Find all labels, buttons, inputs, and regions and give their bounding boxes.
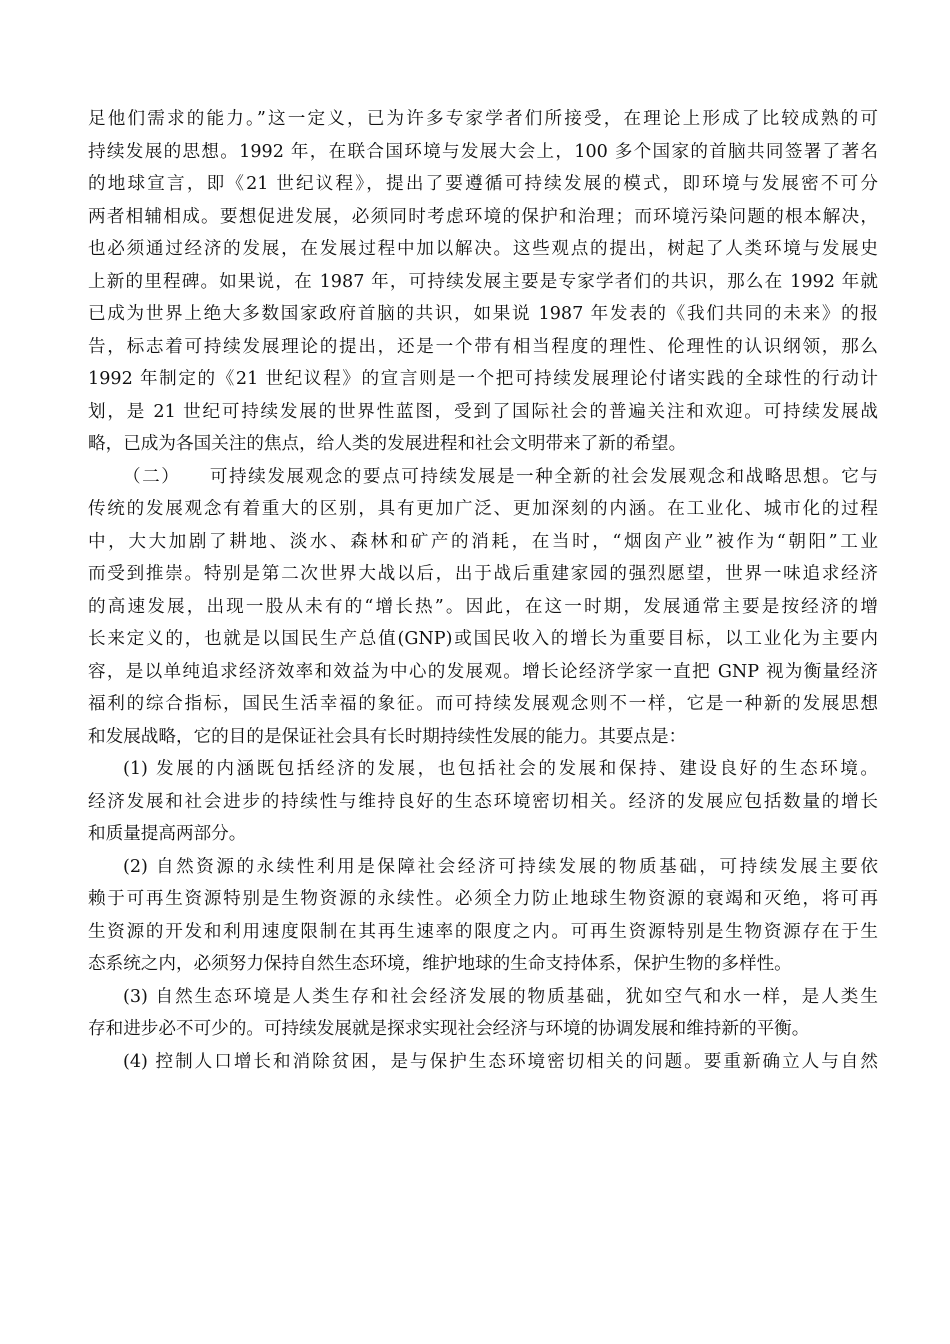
paragraph-point-4	[88, 1046, 878, 1079]
text-line: 而受到推崇。特别是第二次世界大战以后，出于战后重建家园的强烈愿望，世界一味追求经济	[88, 564, 878, 584]
text-line: 划，是 21 世纪可持续发展的世界性蓝图，受到了国际社会的普遍关注和欢迎。可持续发展战	[88, 401, 878, 422]
paragraph-point-2	[88, 851, 878, 981]
list-item-line: (2) 自然资源的永续性利用是保障社会经济可持续发展的物质基础，可持续发展主要依	[123, 856, 878, 877]
text-line: 和发展战略，它的目的是保证社会具有长时期持续性发展的能力。其要点是：	[88, 726, 687, 747]
text-line: 和质量提高两部分。	[88, 824, 247, 844]
text-line: 上新的里程碑。如果说，在 1987 年，可持续发展主要是专家学者们的共识，那么在 1992 年就	[88, 271, 878, 292]
text-line: 中，大大加剧了耕地、淡水、森林和矿产的消耗，在当时，“烟囱产业”被作为“朝阳”工业	[88, 531, 878, 552]
paragraph-point-3	[88, 981, 878, 1046]
text-line: 传统的发展观念有着重大的区别，具有更加广泛、更加深刻的内涵。在工业化、城市化的过程	[88, 499, 878, 519]
text-line: 经济发展和社会进步的持续性与维持良好的生态环境密切相关。经济的发展应包括数量的增长	[88, 791, 878, 812]
text-line: 也必须通过经济的发展，在发展过程中加以解决。这些观点的提出，树起了人类环境与发展史	[88, 239, 878, 259]
text-line: 福利的综合指标，国民生活幸福的象征。而可持续发展观念则不一样，它是一种新的发展思想	[88, 694, 878, 714]
text-line: 存和进步必不可少的。可持续发展就是探求实现社会经济与环境的协调发展和维持新的平衡。	[88, 1019, 810, 1039]
text-line: 持续发展的思想。1992 年，在联合国环境与发展大会上，100 多个国家的首脑共同签署了著名	[88, 141, 878, 162]
text-line: 赖于可再生资源特别是生物资源的永续性。必须全力防止地球生物资源的衰竭和灭绝，将可再	[88, 889, 878, 909]
text-line: 足他们需求的能力。”这一定义，已为许多专家学者们所接受，在理论上形成了比较成熟的可	[88, 109, 878, 129]
paragraph-definition-history	[88, 103, 878, 461]
list-item-line: (4) 控制人口增长和消除贫困，是与保护生态环境密切相关的问题。要重新确立人与自然	[123, 1051, 878, 1072]
text-line: 的高速发展，出现一股从未有的“增长热”。因此，在这一时期，发展通常主要是按经济的增	[88, 596, 878, 617]
text-line: 容，是以单纯追求经济效率和效益为中心的发展观。增长论经济学家一直把 GNP 视为衡量经济	[88, 661, 878, 682]
paragraph-point-1	[88, 753, 878, 851]
text-line: 的地球宣言，即《21 世纪议程》，提出了要遵循可持续发展的模式，即环境与发展密不可分	[88, 174, 878, 194]
text-line: 生资源的开发和利用速度限制在其再生速率的限度之内。可再生资源特别是生物资源存在于生	[88, 921, 878, 942]
text-line: 1992 年制定的《21 世纪议程》的宣言则是一个把可持续发展理论付诸实践的全球性的行动计	[88, 369, 878, 389]
text-line: 态系统之内，必须努力保持自然生态环境，维护地球的生命支持体系，保护生物的多样性。	[88, 954, 792, 974]
text-line: 略，已成为各国关注的焦点，给人类的发展进程和社会文明带来了新的希望。	[88, 434, 687, 454]
body-text	[88, 103, 878, 1078]
text-line: 已成为世界上绝大多数国家政府首脑的共识，如果说 1987 年发表的《我们共同的未来》的报	[88, 304, 878, 324]
list-item-line: (1) 发展的内涵既包括经济的发展，也包括社会的发展和保持、建设良好的生态环境。	[123, 759, 878, 779]
text-line: 告，标志着可持续发展理论的提出，还是一个带有相当程度的理性、伦理性的认识纲领，那么	[88, 336, 878, 357]
text-line: 长来定义的，也就是以国民生产总值(GNP)或国民收入的增长为重要目标，以工业化为主要内	[88, 629, 878, 649]
list-item-line: (3) 自然生态环境是人类生存和社会经济发展的物质基础，犹如空气和水一样，是人类生	[123, 986, 878, 1007]
paragraph-section-two	[88, 461, 878, 754]
text-line: 两者相辅相成。要想促进发展，必须同时考虑环境的保护和治理；而环境污染问题的根本解决，	[88, 206, 878, 227]
section-heading-line: （二） 可持续发展观念的要点可持续发展是一种全新的社会发展观念和战略思想。它与	[123, 466, 878, 487]
